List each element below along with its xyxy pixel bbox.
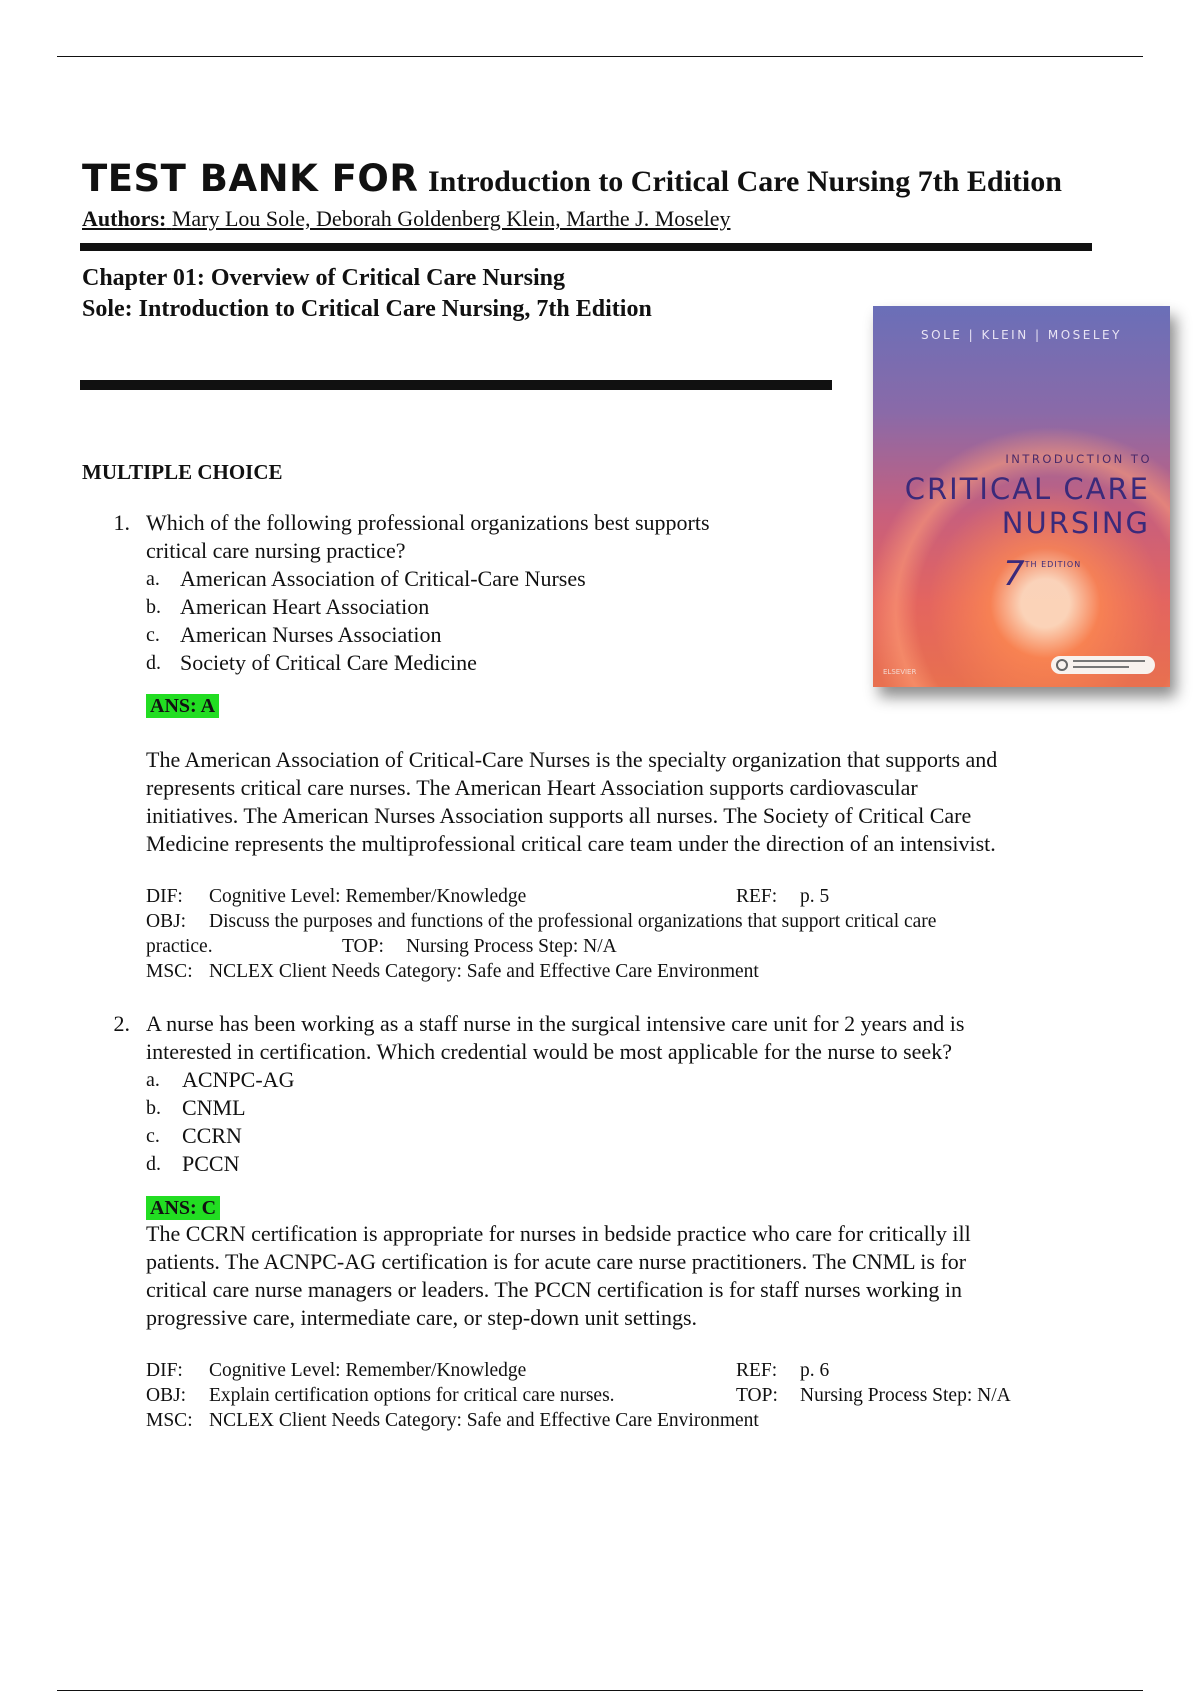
test-bank-label: TEST BANK FOR bbox=[82, 157, 419, 200]
top-rule bbox=[57, 56, 1143, 57]
option-text: CCRN bbox=[182, 1123, 242, 1148]
top-value: Nursing Process Step: N/A bbox=[406, 936, 617, 957]
rationale-line: critical care nurse managers or leaders. The PCCN certification is for staff nurses working in bbox=[146, 1277, 962, 1302]
obj-label: OBJ: bbox=[146, 911, 187, 932]
cover-access-badge bbox=[1051, 656, 1155, 674]
ref-value: p. 6 bbox=[800, 1360, 830, 1381]
chapter-thick-rule bbox=[80, 380, 832, 390]
cover-edition-number: 7 bbox=[1003, 554, 1025, 594]
option-text: PCCN bbox=[182, 1151, 240, 1176]
header-thick-rule bbox=[80, 243, 1092, 251]
options-list bbox=[146, 1066, 846, 1178]
ref-label: REF: bbox=[736, 1360, 778, 1381]
chapter-title: Chapter 01: Overview of Critical Care Nursing bbox=[82, 265, 566, 291]
cover-edition-label: TH EDITION bbox=[1024, 560, 1082, 569]
option-letter: b. bbox=[146, 1097, 161, 1119]
section-title: MULTIPLE CHOICE bbox=[82, 460, 283, 484]
ref-value: p. 5 bbox=[800, 886, 830, 907]
option-letter: b. bbox=[146, 596, 161, 618]
obj-value: Discuss the purposes and functions of the professional organizations that support critical care bbox=[209, 911, 937, 932]
option-letter: d. bbox=[146, 1153, 161, 1175]
option-item bbox=[146, 1066, 846, 1094]
option-letter: a. bbox=[146, 568, 160, 590]
option-letter: c. bbox=[146, 1125, 160, 1147]
msc-value: NCLEX Client Needs Category: Safe and Effective Care Environment bbox=[209, 1410, 759, 1431]
question-number: 2. bbox=[113, 1011, 130, 1036]
dif-label: DIF: bbox=[146, 886, 183, 907]
question-stem: Which of the following professional organizations best supports bbox=[146, 510, 710, 535]
option-letter: c. bbox=[146, 624, 160, 646]
bottom-rule bbox=[57, 1690, 1143, 1691]
chapter-book-ref: Sole: Introduction to Critical Care Nursing, 7th Edition bbox=[82, 296, 652, 322]
option-text: Society of Critical Care Medicine bbox=[180, 650, 477, 675]
cover-authors: SOLE | KLEIN | MOSELEY bbox=[921, 328, 1122, 342]
question-metadata bbox=[146, 1358, 1146, 1438]
question-stem-cont: interested in certification. Which credential would be most applicable for the nurse to seek? bbox=[146, 1039, 952, 1064]
options-list bbox=[146, 565, 846, 677]
option-text: ACNPC-AG bbox=[182, 1067, 295, 1092]
option-text: CNML bbox=[182, 1095, 246, 1120]
question-stem-cont: critical care nursing practice? bbox=[146, 538, 406, 563]
option-letter: d. bbox=[146, 652, 161, 674]
msc-label: MSC: bbox=[146, 961, 193, 982]
obj-value: Explain certification options for critical care nurses. bbox=[209, 1385, 615, 1406]
cover-badge-icon bbox=[1056, 659, 1068, 671]
option-text: American Nurses Association bbox=[180, 622, 442, 647]
option-item bbox=[146, 621, 846, 649]
chapter-heading bbox=[82, 263, 652, 325]
rationale-line: initiatives. The American Nurses Association supports all nurses. The Society of Critical Care bbox=[146, 803, 972, 828]
question-number: 1. bbox=[113, 510, 130, 535]
option-letter: a. bbox=[146, 1069, 160, 1091]
authors-line bbox=[82, 206, 730, 232]
rationale-line: The American Association of Critical-Care Nurses is the specialty organization that supports and bbox=[146, 747, 998, 772]
msc-value: NCLEX Client Needs Category: Safe and Effective Care Environment bbox=[209, 961, 759, 982]
option-item bbox=[146, 649, 846, 677]
rationale-line: patients. The ACNPC-AG certification is for acute care nurse practitioners. The CNML is for bbox=[146, 1249, 967, 1274]
option-item bbox=[146, 1150, 846, 1178]
option-text: American Association of Critical-Care Nurses bbox=[180, 566, 586, 591]
book-cover-image bbox=[873, 306, 1170, 687]
cover-title-line1: CRITICAL CARE bbox=[904, 472, 1150, 506]
cover-intro: INTRODUCTION TO bbox=[1005, 452, 1152, 466]
dif-value: Cognitive Level: Remember/Knowledge bbox=[209, 1360, 527, 1381]
answer-badge: ANS: A bbox=[146, 694, 219, 718]
rationale-line: The CCRN certification is appropriate for nurses in bedside practice who care for critically ill bbox=[146, 1221, 971, 1246]
option-item bbox=[146, 565, 846, 593]
rationale-line: Medicine represents the multiprofessional critical care team under the direction of an intensivist. bbox=[146, 831, 996, 856]
dif-value: Cognitive Level: Remember/Knowledge bbox=[209, 886, 527, 907]
option-item bbox=[146, 593, 846, 621]
option-item bbox=[146, 1122, 846, 1150]
dif-label: DIF: bbox=[146, 1360, 183, 1381]
cover-publisher: ELSEVIER bbox=[883, 668, 917, 676]
answer-badge: ANS: C bbox=[146, 1196, 220, 1220]
rationale-line: progressive care, intermediate care, or step-down unit settings. bbox=[146, 1305, 698, 1330]
rationale bbox=[146, 1220, 1146, 1332]
top-label: TOP: bbox=[342, 936, 384, 957]
option-item bbox=[146, 1094, 846, 1122]
rationale bbox=[146, 746, 1146, 858]
authors-label: Authors: bbox=[82, 206, 167, 231]
obj-label: OBJ: bbox=[146, 1385, 187, 1406]
book-title: Introduction to Critical Care Nursing 7th Edition bbox=[428, 165, 1062, 198]
obj-value-cont: practice. bbox=[146, 936, 213, 957]
msc-label: MSC: bbox=[146, 1410, 193, 1431]
top-label: TOP: bbox=[736, 1385, 778, 1406]
rationale-line: represents critical care nurses. The American Heart Association supports cardiovascular bbox=[146, 775, 918, 800]
authors-names: Mary Lou Sole, Deborah Goldenberg Klein, Marthe J. Moseley bbox=[171, 206, 731, 231]
question-stem: A nurse has been working as a staff nurse in the surgical intensive care unit for 2 years and is bbox=[146, 1011, 965, 1036]
option-text: American Heart Association bbox=[180, 594, 430, 619]
ref-label: REF: bbox=[736, 886, 778, 907]
question-metadata bbox=[146, 884, 1146, 988]
top-value: Nursing Process Step: N/A bbox=[800, 1385, 1011, 1406]
cover-title-line2: NURSING bbox=[1001, 506, 1150, 540]
